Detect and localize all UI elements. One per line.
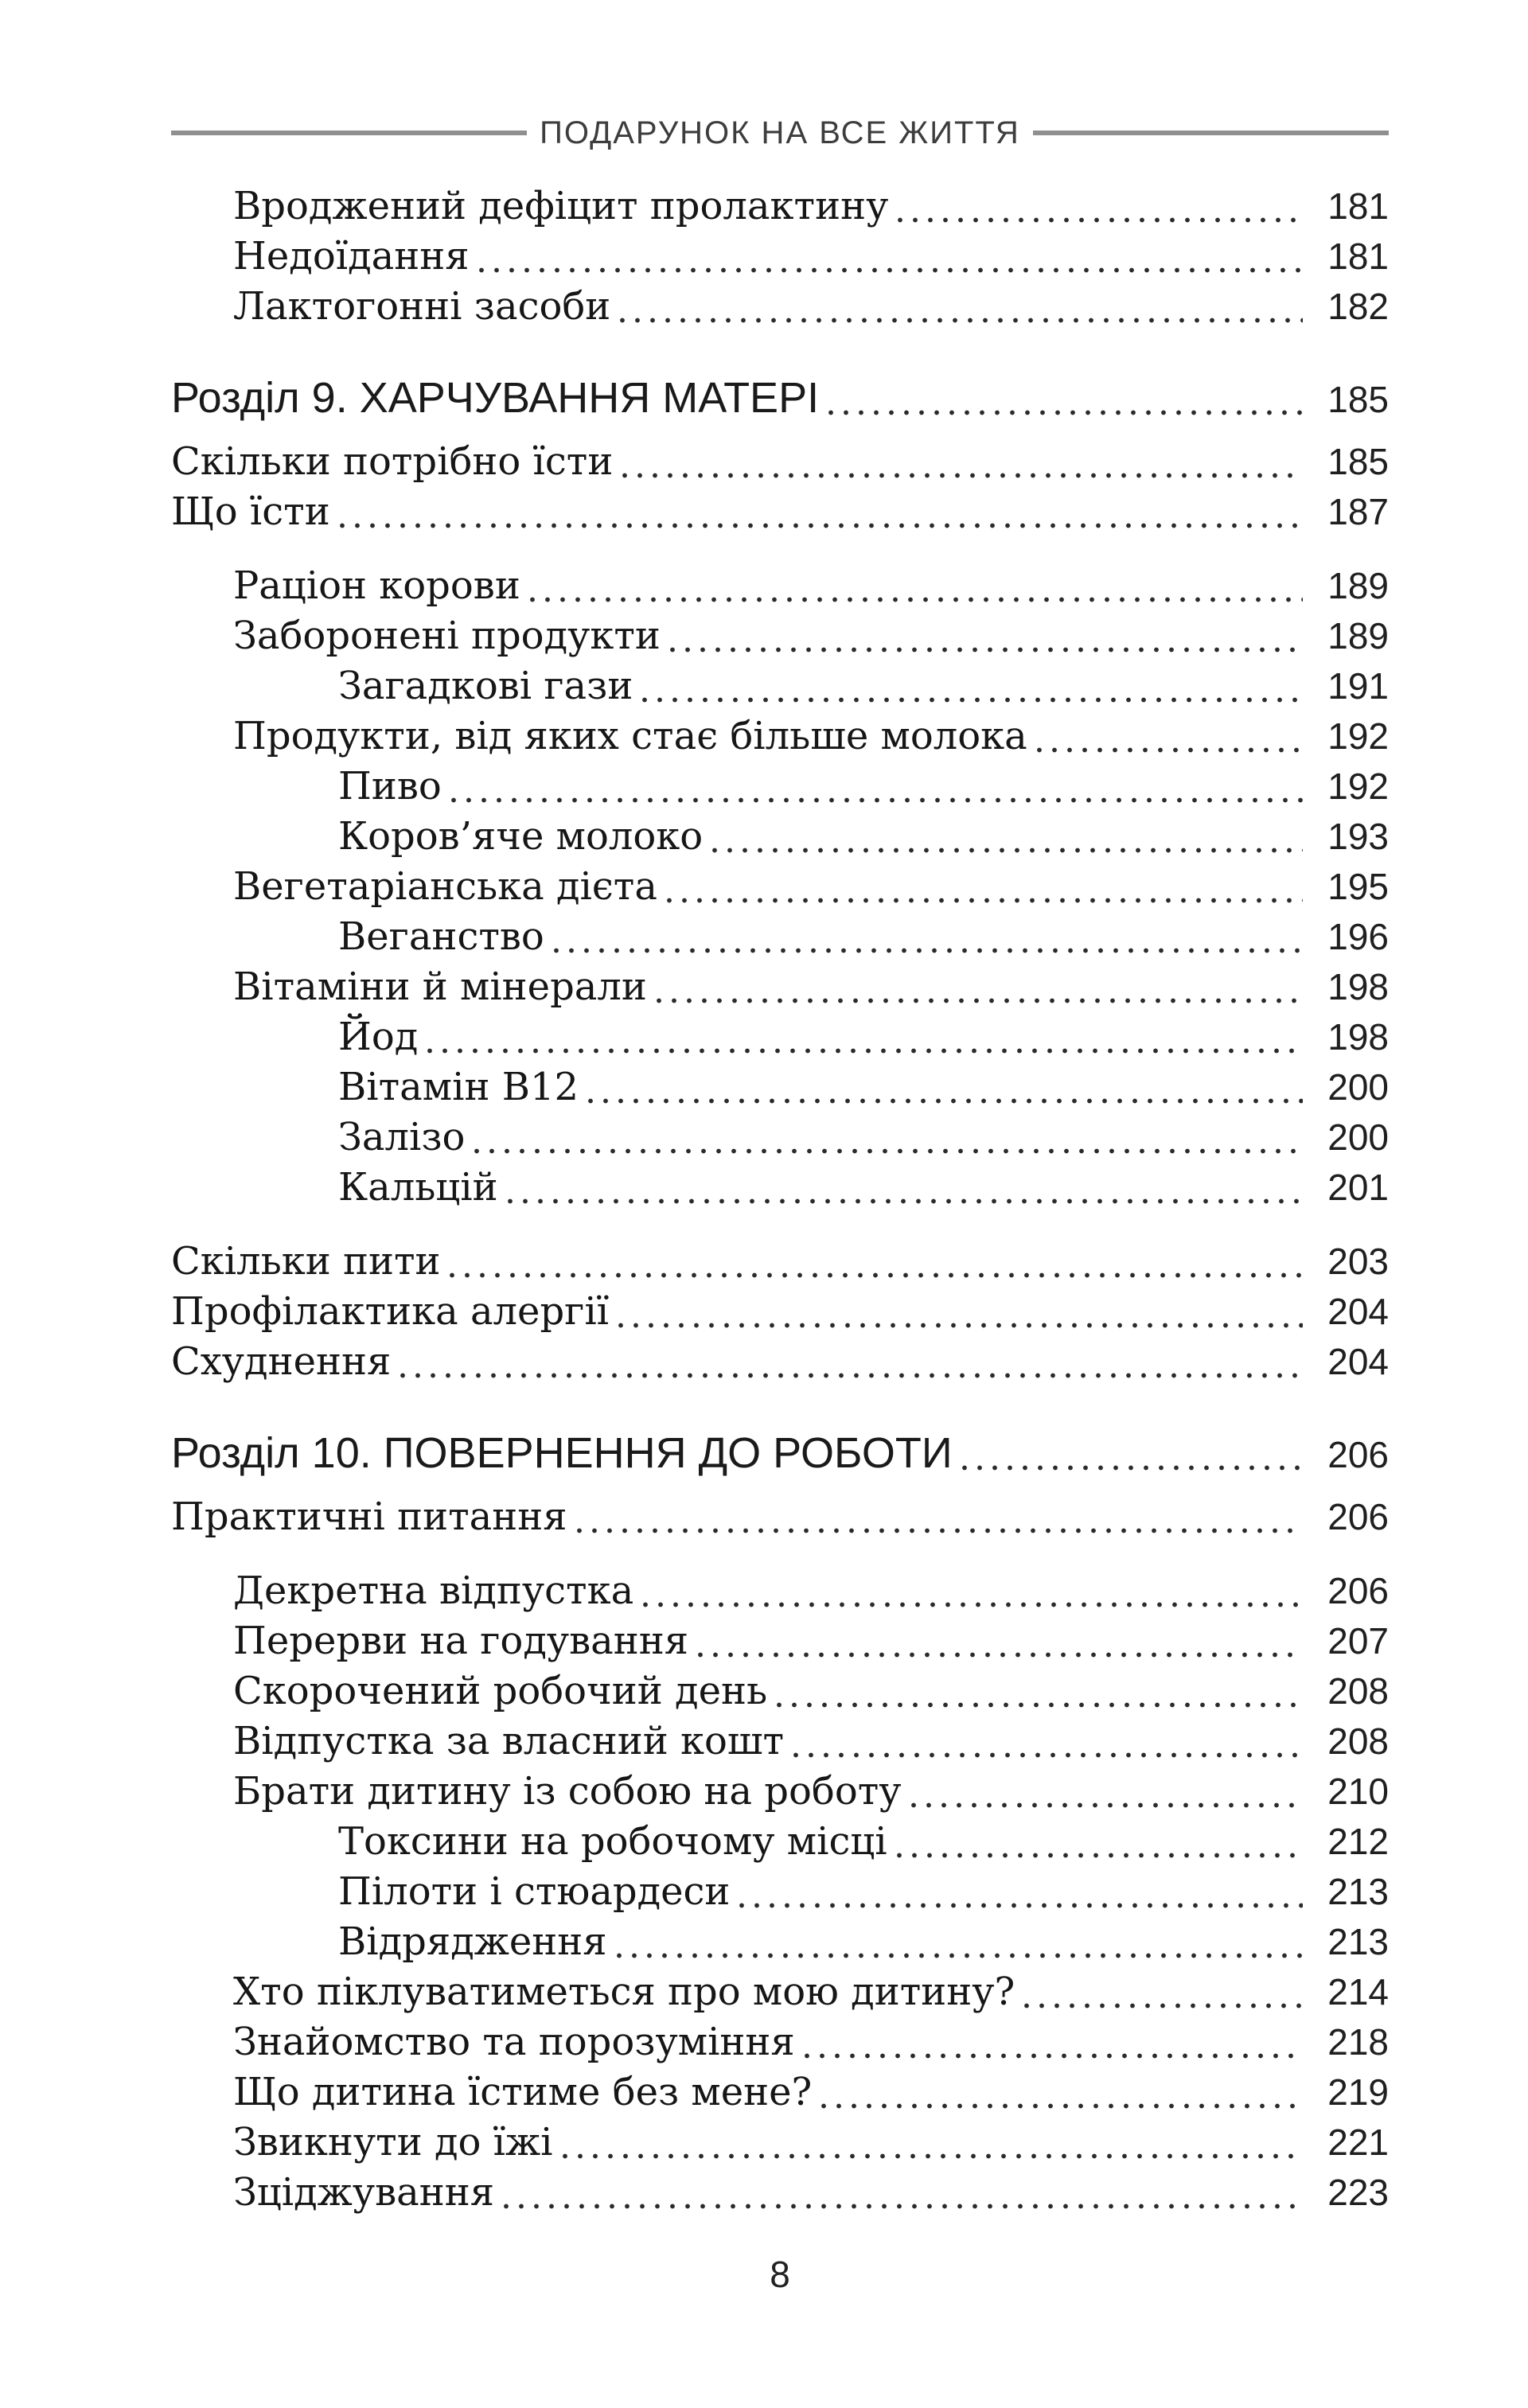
dot-leader [962, 1465, 1303, 1471]
toc-entry-row [171, 1163, 1389, 1213]
dot-leader [504, 2203, 1303, 2209]
book-title: ПОДАРУНОК НА ВСЕ ЖИТТЯ [540, 115, 1020, 150]
entry-title: Скільки пити [171, 1239, 441, 1284]
entry-page-number: 198 [1327, 1016, 1389, 1058]
dot-leader [805, 2053, 1303, 2059]
dot-leader [1024, 2003, 1303, 2009]
dot-leader [1037, 747, 1303, 753]
entry-title: Вітамін B12 [338, 1065, 579, 1109]
entry-page-number: 187 [1327, 491, 1389, 532]
entry-title: Скільки потрібно їсти [171, 439, 614, 484]
dot-leader [657, 998, 1303, 1003]
dot-leader [667, 898, 1303, 903]
toc-entry-row [171, 437, 1389, 487]
entry-title: Профілактика алергії [171, 1289, 610, 1334]
toc-entry-row [171, 1767, 1389, 1817]
toc-chapter-row [171, 368, 1389, 427]
entry-page-number: 206 [1327, 1570, 1389, 1611]
entry-title: Схуднення [171, 1339, 392, 1384]
entry-page-number: 182 [1327, 286, 1389, 327]
toc-entry-row [171, 282, 1389, 332]
toc-entry-row [171, 962, 1389, 1012]
dot-leader [698, 1652, 1303, 1658]
entry-title: Знайомство та порозуміння [233, 2020, 795, 2064]
entry-title: Залізо [338, 1115, 466, 1159]
toc-entry-row [171, 1867, 1389, 1917]
toc-entry-row [171, 661, 1389, 711]
entry-page-number: 204 [1327, 1341, 1389, 1382]
dot-leader [577, 1528, 1303, 1533]
entry-page-number: 192 [1327, 766, 1389, 807]
page [171, 0, 1389, 2294]
dot-leader [712, 847, 1303, 853]
dot-leader [618, 1323, 1303, 1328]
entry-title: Лактогонні засоби [233, 284, 611, 329]
dot-leader [508, 1198, 1303, 1204]
toc-entry-row [171, 1337, 1389, 1387]
entry-page-number: 193 [1327, 816, 1389, 857]
toc-entry-row [171, 487, 1389, 537]
dot-leader [911, 1802, 1303, 1808]
dot-leader [670, 647, 1303, 653]
entry-page-number: 207 [1327, 1620, 1389, 1662]
entry-page-number: 189 [1327, 615, 1389, 657]
entry-page-number: 185 [1327, 441, 1389, 482]
toc-entry-row [171, 2168, 1389, 2218]
entry-page-number: 219 [1327, 2071, 1389, 2113]
entry-title: Розділ 10. ПОВЕРНЕННЯ ДО РОБОТИ [171, 1429, 953, 1477]
dot-leader [450, 1272, 1303, 1278]
entry-title: Відрядження [338, 1919, 607, 1964]
toc-entry-row [171, 711, 1389, 762]
entry-page-number: 200 [1327, 1066, 1389, 1108]
entry-page-number: 213 [1327, 1921, 1389, 1962]
entry-title: Йод [338, 1015, 419, 1059]
entry-page-number: 201 [1327, 1167, 1389, 1208]
toc-entry-row [171, 1492, 1389, 1542]
dot-leader [427, 1048, 1303, 1054]
toc-entry-row [171, 1062, 1389, 1112]
dot-leader [821, 2103, 1303, 2109]
entry-page-number: 191 [1327, 665, 1389, 707]
dot-leader [898, 217, 1303, 223]
toc-entry-row [171, 912, 1389, 962]
entry-page-number: 206 [1327, 1496, 1389, 1537]
dot-leader [563, 2153, 1303, 2159]
entry-page-number: 200 [1327, 1116, 1389, 1158]
entry-page-number: 212 [1327, 1821, 1389, 1862]
entry-title: Кальцій [338, 1165, 498, 1210]
entry-title: Вроджений дефіцит пролактину [233, 184, 889, 228]
toc-entry-row [171, 1616, 1389, 1666]
entry-page-number: 206 [1327, 1434, 1389, 1475]
entry-page-number: 192 [1327, 715, 1389, 757]
dot-leader [828, 410, 1303, 415]
dot-leader [897, 1853, 1303, 1858]
entry-page-number: 213 [1327, 1871, 1389, 1912]
toc-entry-row [171, 1566, 1389, 1616]
toc-chapter-row [171, 1424, 1389, 1483]
dot-leader [777, 1702, 1303, 1708]
entry-title: Практичні питання [171, 1494, 567, 1539]
header-rule-right [1033, 131, 1389, 135]
toc-entry-row [171, 1817, 1389, 1867]
entry-title: Зціджування [233, 2170, 494, 2215]
toc-entry-row [171, 611, 1389, 661]
entry-title: Загадкові гази [338, 664, 633, 708]
entry-page-number: 185 [1327, 379, 1389, 420]
entry-page-number: 208 [1327, 1670, 1389, 1712]
toc-entry-row [171, 561, 1389, 611]
toc-entry-row [171, 1716, 1389, 1767]
header-rule-left [171, 131, 527, 135]
dot-leader [530, 597, 1303, 602]
entry-page-number: 204 [1327, 1291, 1389, 1332]
entry-page-number: 221 [1327, 2122, 1389, 2163]
entry-title: Вегетаріанська дієта [233, 864, 657, 909]
entry-title: Перерви на годування [233, 1619, 689, 1663]
entry-title: Відпустка за власний кошт [233, 1719, 785, 1763]
entry-title: Раціон корови [233, 563, 520, 608]
dot-leader [622, 473, 1303, 478]
toc-entry-row [171, 812, 1389, 862]
entry-title: Пиво [338, 764, 442, 809]
toc-entry-row [171, 1967, 1389, 2017]
toc-entry-row [171, 762, 1389, 812]
dot-leader [739, 1903, 1303, 1908]
dot-leader [643, 1602, 1303, 1607]
entry-page-number: 214 [1327, 1971, 1389, 2013]
entry-page-number: 189 [1327, 565, 1389, 606]
entry-title: Веганство [338, 914, 544, 959]
toc-entry-row [171, 2118, 1389, 2168]
entry-page-number: 218 [1327, 2021, 1389, 2063]
entry-page-number: 181 [1327, 236, 1389, 277]
toc-entry-row [171, 232, 1389, 282]
entry-page-number: 203 [1327, 1241, 1389, 1282]
toc-entry-row [171, 1112, 1389, 1163]
entry-page-number: 195 [1327, 866, 1389, 907]
entry-title: Звикнути до їжі [233, 2120, 553, 2164]
entry-page-number: 223 [1327, 2172, 1389, 2213]
entry-page-number: 208 [1327, 1720, 1389, 1762]
dot-leader [588, 1098, 1303, 1104]
toc-entry-row [171, 2067, 1389, 2118]
entry-title: Декретна відпустка [233, 1568, 634, 1613]
toc-entry-row [171, 862, 1389, 912]
entry-title: Токсини на робочому місці [338, 1819, 887, 1864]
dot-leader [400, 1373, 1303, 1378]
entry-title: Продукти, від яких стає більше молока [233, 714, 1027, 758]
running-header [171, 107, 1389, 159]
page-number-footer: 8 [770, 2254, 790, 2295]
entry-title: Коров’яче молоко [338, 814, 704, 859]
dot-leader [479, 267, 1303, 273]
toc-entry-row [171, 1666, 1389, 1716]
dot-leader [451, 797, 1303, 803]
dot-leader [554, 948, 1303, 953]
dot-leader [474, 1148, 1303, 1154]
toc-entry-row [171, 1287, 1389, 1337]
entry-title: Скорочений робочий день [233, 1669, 768, 1713]
dot-leader [642, 697, 1303, 703]
toc-entry-row [171, 181, 1389, 232]
toc-entry-row [171, 1012, 1389, 1062]
toc-entry-row [171, 2017, 1389, 2067]
entry-title: Заборонені продукти [233, 614, 661, 658]
entry-title: Вітаміни й мінерали [233, 964, 647, 1009]
entry-title: Пілоти і стюардеси [338, 1869, 731, 1914]
dot-leader [793, 1752, 1303, 1758]
entry-title: Недоїдання [233, 234, 470, 279]
entry-page-number: 210 [1327, 1771, 1389, 1812]
entry-page-number: 196 [1327, 916, 1389, 957]
entry-title: Брати дитину із собою на роботу [233, 1769, 902, 1814]
dot-leader [617, 1953, 1303, 1958]
entry-title: Хто піклуватиметься про мою дитину? [233, 1970, 1015, 2014]
toc-entry-row [171, 1237, 1389, 1287]
entry-page-number: 181 [1327, 185, 1389, 227]
entry-title: Що дитина їстиме без мене? [233, 2070, 813, 2114]
entry-title: Що їсти [171, 489, 330, 534]
dot-leader [620, 318, 1303, 323]
table-of-contents [171, 181, 1389, 2218]
toc-entry-row [171, 1917, 1389, 1967]
entry-page-number: 198 [1327, 966, 1389, 1007]
dot-leader [340, 523, 1303, 528]
entry-title: Розділ 9. ХАРЧУВАННЯ МАТЕРІ [171, 374, 820, 422]
